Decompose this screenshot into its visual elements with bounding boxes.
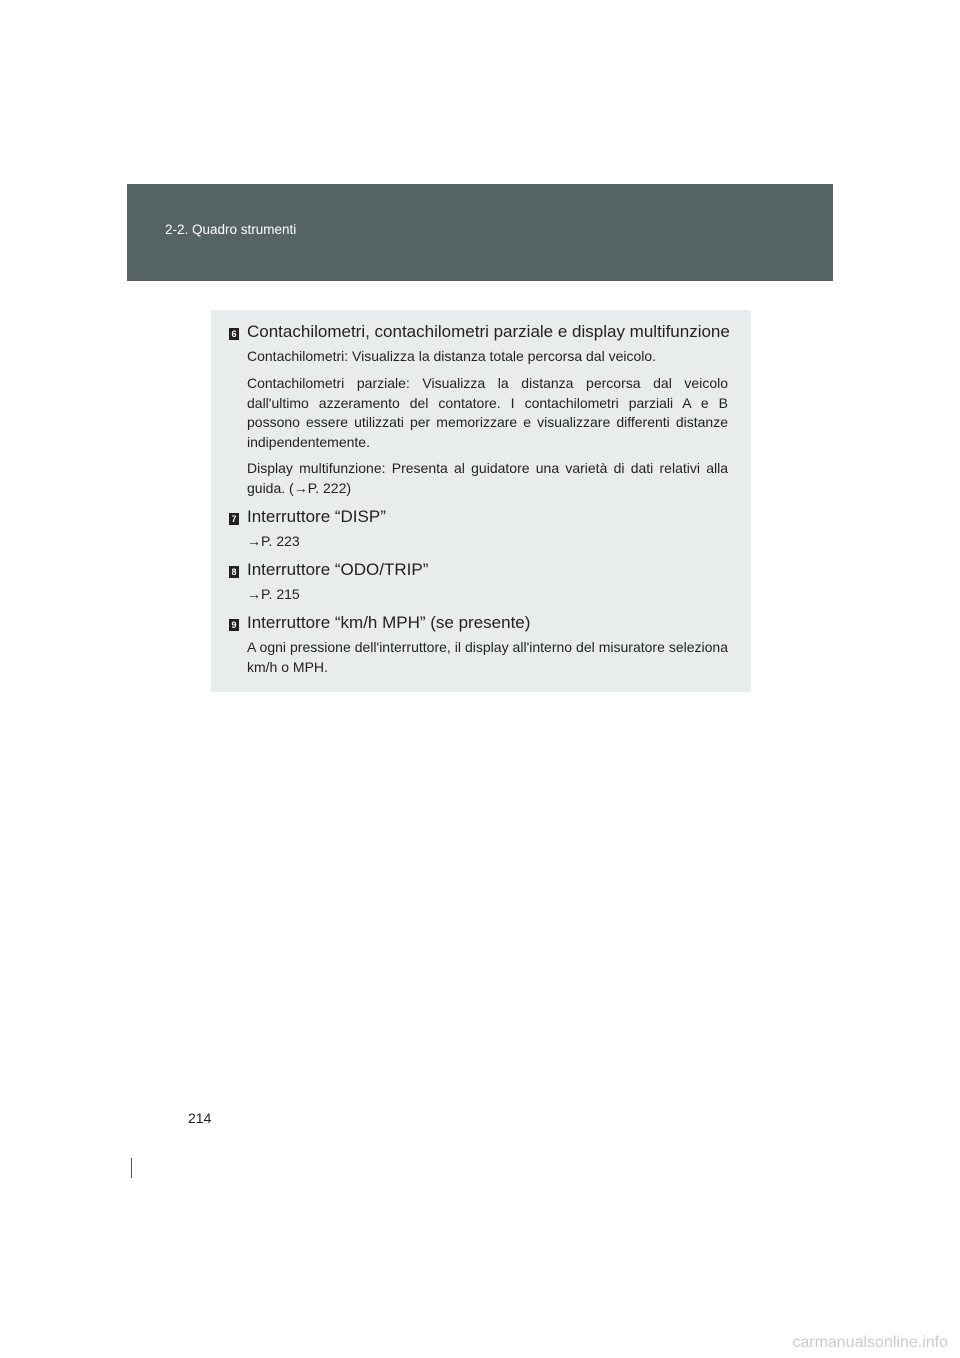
- section-title: 2-2. Quadro strumenti: [165, 222, 297, 237]
- item-number-badge: 7: [229, 513, 239, 525]
- item-paragraph: Contachilometri parziale: Visualizza la distanza percorsa dal veicolo dall'ultimo azzeramento del contatore. I contachilometri parziali A e B possono essere utilizzati per memorizzare e visualizzare differenti distanze indipendentemente.: [247, 375, 728, 450]
- page-reference: →P. 215: [247, 586, 300, 602]
- item-paragraph: Display multifunzione: Presenta al guidatore una varietà di dati relativi alla guida. (→P. 222): [247, 460, 728, 496]
- page-number: 214: [188, 1110, 212, 1126]
- item-title: Contachilometri, contachilometri parziale e display multifunzione: [247, 322, 730, 341]
- item-number-badge: 9: [229, 619, 239, 631]
- item-number-badge: 6: [229, 328, 239, 340]
- item-paragraph: Contachilometri: Visualizza la distanza totale percorsa dal veicolo.: [247, 348, 657, 364]
- item-paragraph: A ogni pressione dell'interruttore, il display all'interno del misuratore seleziona km/h o MPH.: [247, 639, 728, 675]
- item-number-badge: 8: [229, 566, 239, 578]
- margin-line: [131, 1158, 132, 1178]
- item-title: Interruttore “DISP”: [247, 507, 386, 526]
- page-reference: →P. 223: [247, 533, 300, 549]
- item-title: Interruttore “ODO/TRIP”: [247, 560, 429, 579]
- watermark: carmanualsonline.info: [792, 1334, 948, 1351]
- item-title: Interruttore “km/h MPH” (se presente): [247, 613, 531, 632]
- content-panel: [211, 310, 751, 692]
- section-header-bar: [127, 184, 833, 281]
